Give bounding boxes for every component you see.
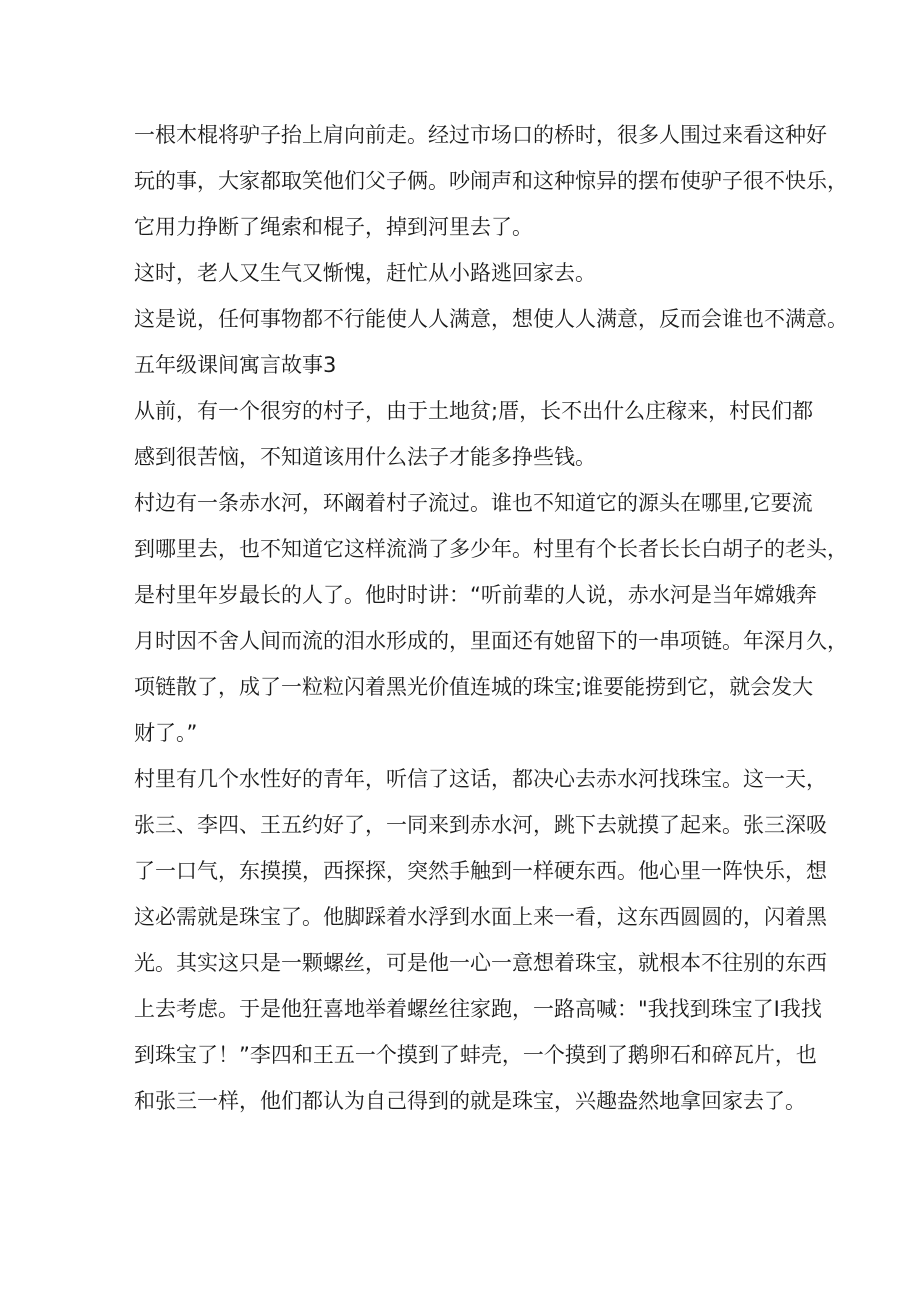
- text-line: 是村里年岁最长的人了。他时时讲：“听前辈的人说，赤水河是当年嫦娥奔: [134, 583, 817, 607]
- text-line: 到哪里去，也不知道它这样流淌了多少年。村里有个长者长长白胡子的老头，: [134, 537, 848, 561]
- text-line: 这是说，任何事物都不行能使人人满意，想使人人满意，反而会谁也不满意。: [134, 307, 848, 331]
- text-line: 村里有几个水性好的青年，听信了这话，都决心去赤水河找珠宝。这一天，: [134, 767, 827, 791]
- text-line: 一根木棍将驴子抬上肩向前走。经过市场口的桥时，很多人围过来看这种好: [134, 123, 827, 147]
- text-line: 这时，老人又生气又惭愧，赶忙从小路逃回家去。: [134, 261, 596, 285]
- text-line: 这必需就是珠宝了。他脚踩着水浮到水面上来一看，这东西圆圆的，闪着黑: [134, 905, 827, 929]
- text-line: 村边有一条赤水河，环阚着村子流过。谁也不知道它的源头在哪里,它要流: [134, 491, 813, 515]
- document-body: [134, 112, 848, 1124]
- section-heading: 五年级课间寓言故事3: [134, 353, 337, 377]
- text-line: 上去考虑。于是他狂喜地举着螺丝往家跑，一路高喊："我找到珠宝了I我找: [134, 997, 822, 1021]
- text-line: 到珠宝了！”李四和王五一个摸到了蚌壳，一个摸到了鹅卵石和碎瓦片，也: [134, 1043, 817, 1067]
- text-line: 和张三一样，他们都认为自己得到的就是珠宝，兴趣盎然地拿回家去了。: [134, 1089, 806, 1113]
- text-line: 张三、李四、王五约好了，一同来到赤水河，跳下去就摸了起来。张三深吸: [134, 813, 827, 837]
- text-line: 玩的事，大家都取笑他们父子俩。吵闹声和这种惊异的摆布使驴子很不快乐，: [134, 169, 848, 193]
- text-line: 从前，有一个很穷的村子，由于土地贫;厝，长不出什么庄稼来，村民们都: [134, 399, 814, 423]
- text-line: 它用力挣断了绳索和棍子，掉到河里去了。: [134, 215, 533, 239]
- text-line: 光。其实这只是一颗螺丝，可是他一心一意想着珠宝，就根本不往别的东西: [134, 951, 827, 975]
- text-line: 项链散了，成了一粒粒闪着黑光价值连城的珠宝;谁要能捞到它，就会发大: [134, 675, 814, 699]
- text-line: 财了。”: [134, 721, 198, 745]
- text-line: 了一口气，东摸摸，西探探，突然手触到一样硬东西。他心里一阵快乐，想: [134, 859, 827, 883]
- text-line: 月时因不舍人间而流的泪水形成的，里面还有她留下的一串项链。年深月久，: [134, 629, 848, 653]
- text-line: 感到很苦恼，不知道该用什么法子才能多挣些钱。: [134, 445, 596, 469]
